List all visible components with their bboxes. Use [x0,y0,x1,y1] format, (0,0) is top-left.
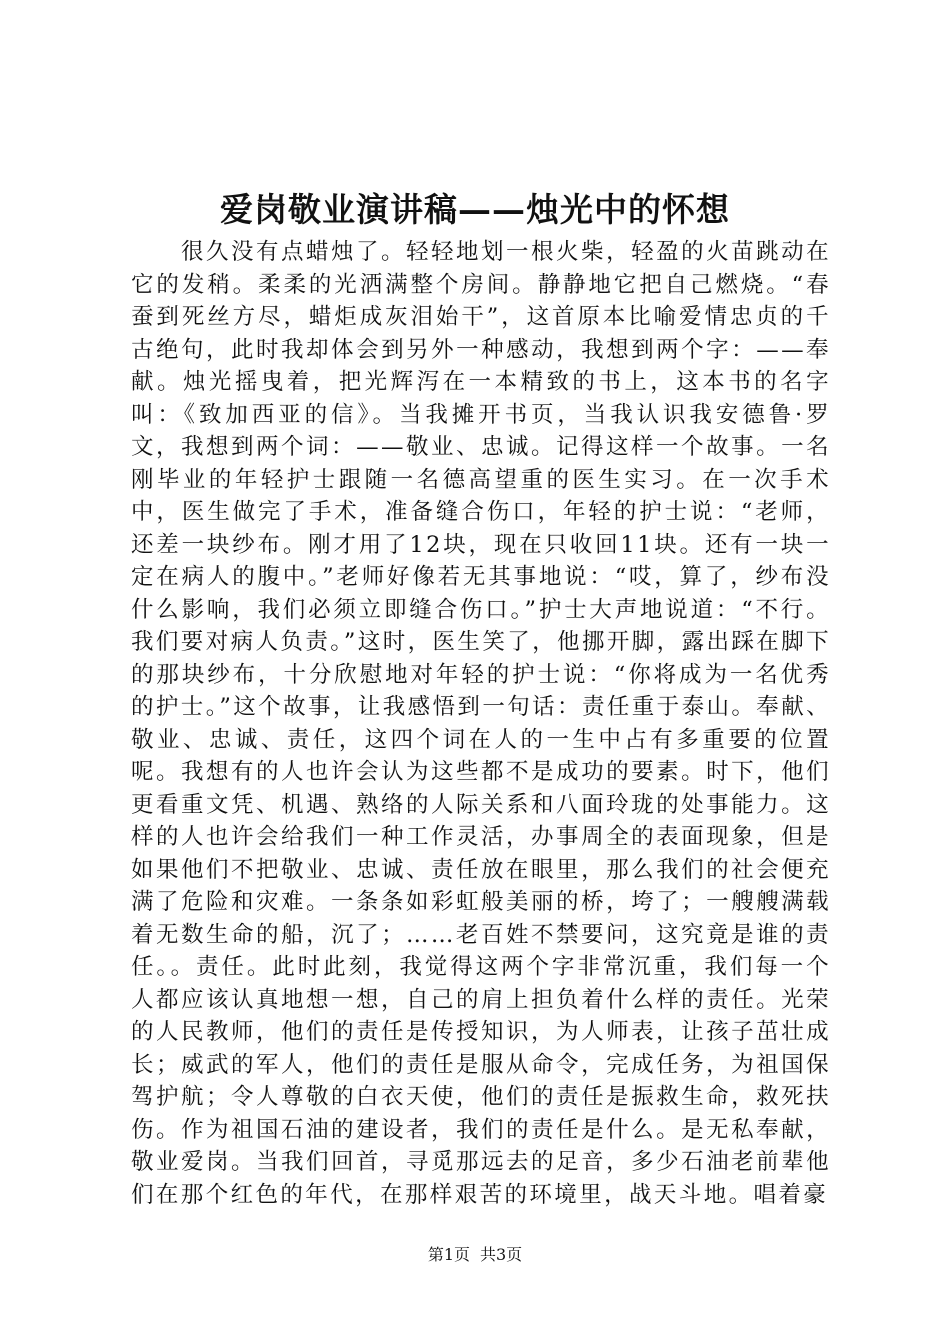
body-paragraph: 很久没有点蜡烛了。轻轻地划一根火柴，轻盈的火苗跳动在它的发稍。柔柔的光洒满整个房间。静静地它把自己燃烧。“春蚕到死丝方尽，蜡炬成灰泪始干”，这首原本比喻爱情忠贞的千古绝句，此时我却体会到另外一种感动，我想到两个字：——奉献。烛光摇曳着，把光辉泻在一本精致的书上，这本书的名字叫：《致加西亚的信》。当我摊开书页，当我认识我安德鲁·罗文，我想到两个词：——敬业、忠诚。记得这样一个故事。一名刚毕业的年轻护士跟随一名德高望重的医生实习。在一次手术中，医生做完了手术，准备缝合伤口，年轻的护士说：“老师，还差一块纱布。刚才用了12块，现在只收回11块。还有一块一定在病人的腹中。”老师好像若无其事地说：“哎，算了，纱布没什么影响，我们必须立即缝合伤口。”护士大声地说道：“不行。我们要对病人负责。”这时，医生笑了，他挪开脚，露出踩在脚下的那块纱布，十分欣慰地对年轻的护士说：“你将成为一名优秀的护士。”这个故事，让我感悟到一句话：责任重于泰山。奉献、敬业、忠诚、责任，这四个词在人的一生中占有多重要的位置呢。我想有的人也许会认为这些都不是成功的要素。时下，他们更看重文凭、机遇、熟络的人际关系和八面玲珑的处事能力。这样的人也许会给我们一种工作灵活，办事周全的表面现象，但是如果他们不把敬业、忠诚、责任放在眼里，那么我们的社会便充满了危险和灾难。一条条如彩虹般美丽的桥，垮了；一艘艘满载着无数生命的船，沉了；……老百姓不禁要问，这究竟是谁的责任。。责任。此时此刻，我觉得这两个字非常沉重，我们每一个人都应该认真地想一想，自己的肩上担负着什么样的责任。光荣的人民教师，他们的责任是传授知识，为人师表，让孩子茁壮成长；威武的军人，他们的责任是服从命令，完成任务，为祖国保驾护航；令人尊敬的白衣天使，他们的责任是振救生命，救死扶伤。作为祖国石油的建设者，我们的责任是什么。是无私奉献，敬业爱岗。当我们回首，寻觅那远去的足音，多少石油老前辈他们在那个红色的年代，在那样艰苦的环境里，战天斗地。唱着豪 [131,239,831,1208]
page-footer [0,1243,950,1267]
page-title: 爱岗敬业演讲稿——烛光中的怀想 [220,190,730,229]
page-number: 第1页 [427,1245,470,1264]
page-total: 共3页 [480,1245,523,1264]
